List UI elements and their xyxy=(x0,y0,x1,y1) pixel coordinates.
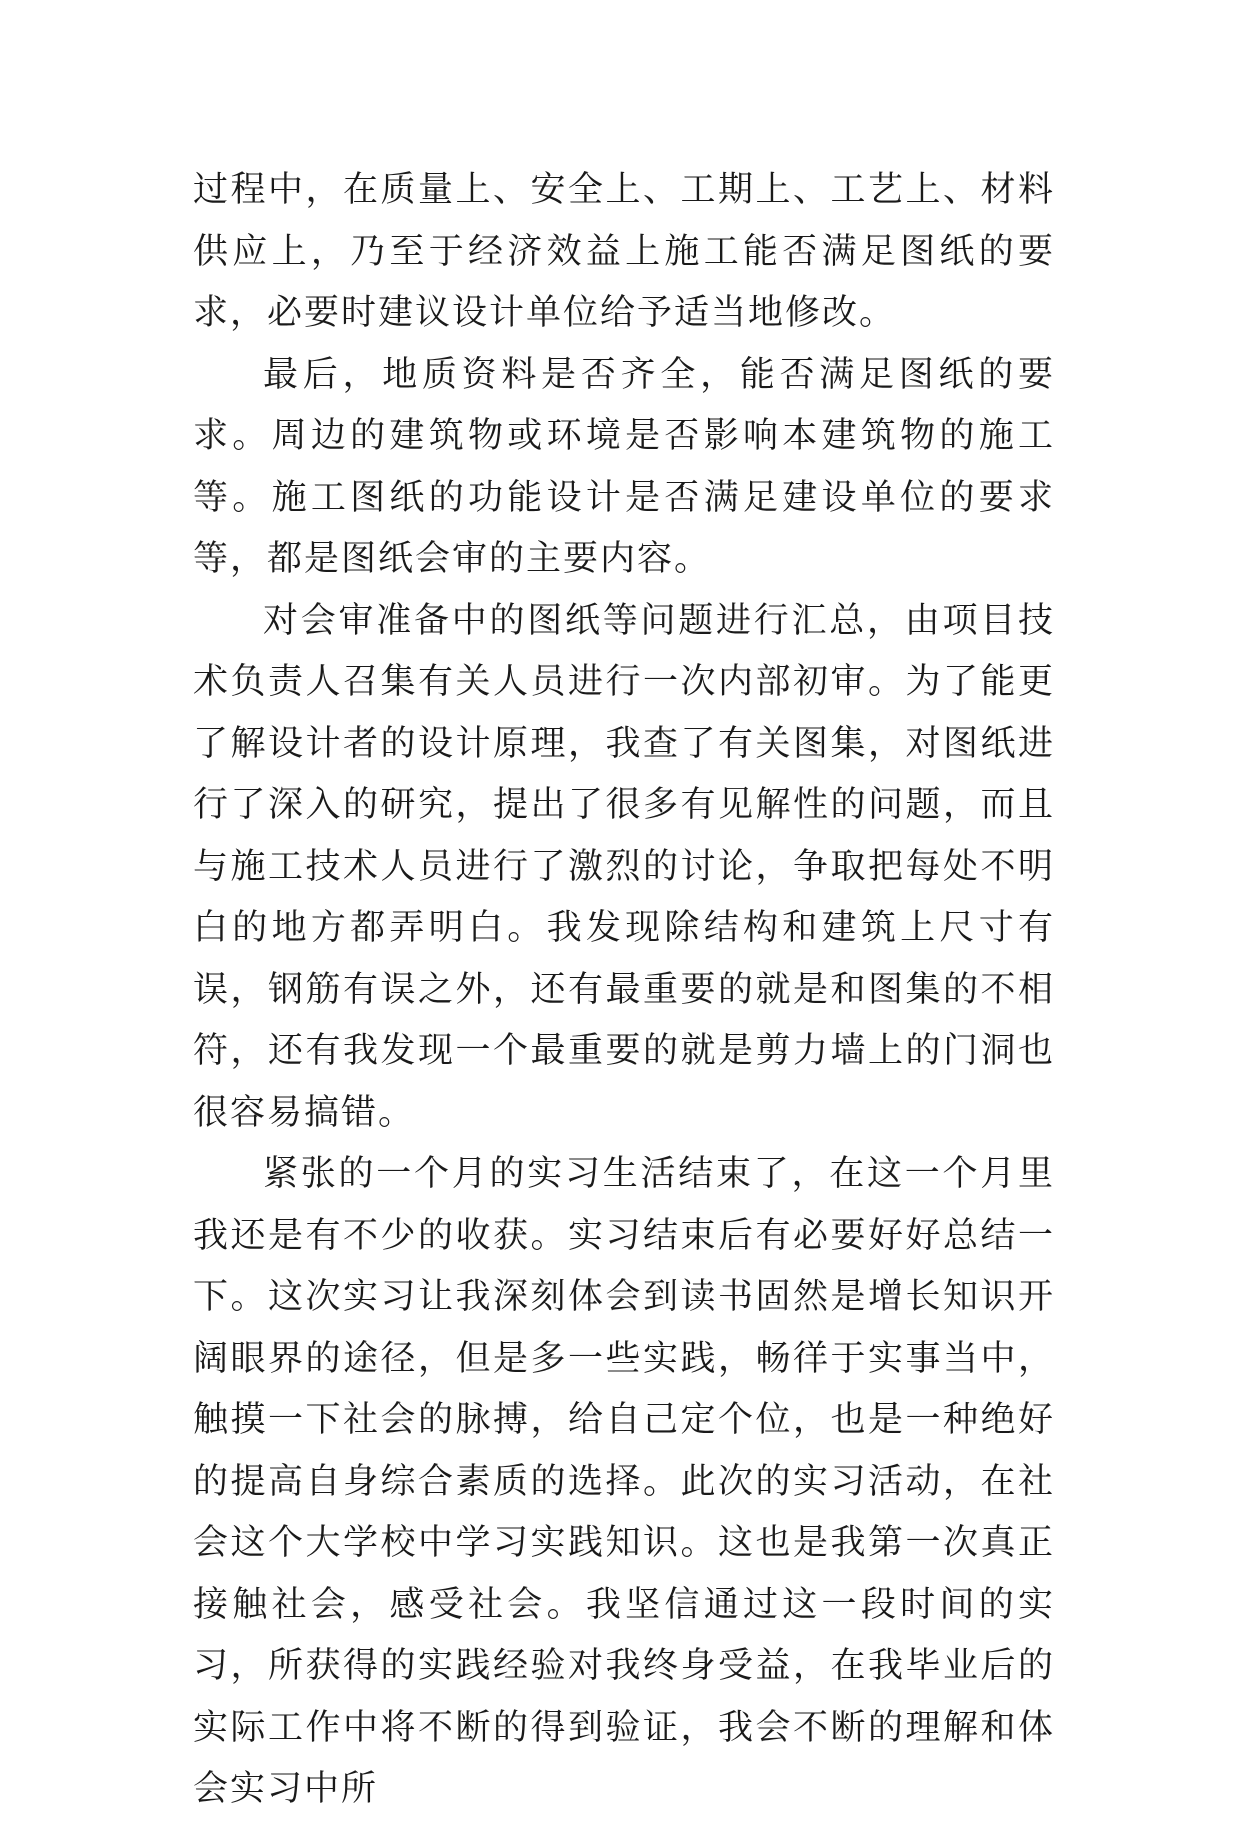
body-text xyxy=(193,160,1055,1821)
paragraph-1: 过程中，在质量上、安全上、工期上、工艺上、材料供应上，乃至于经济效益上施工能否满足图纸的要求，必要时建议设计单位给予适当地修改。 xyxy=(193,170,1055,333)
paragraph-3: 对会审准备中的图纸等问题进行汇总，由项目技术负责人召集有关人员进行一次内部初审。为了能更了解设计者的设计原理，我查了有关图集，对图纸进行了深入的研究，提出了很多有见解性的问题，而且与施工技术人员进行了激烈的讨论，争取把每处不明白的地方都弄明白。我发现除结构和建筑上尺寸有误，钢筋有误之外，还有最重要的就是和图集的不相符，还有我发现一个最重要的就是剪力墙上的门洞也很容易搞错。 xyxy=(193,600,1055,1133)
paragraph-2: 最后，地质资料是否齐全，能否满足图纸的要求。周边的建筑物或环境是否影响本建筑物的施工等。施工图纸的功能设计是否满足建设单位的要求等，都是图纸会审的主要内容。 xyxy=(193,354,1055,579)
paragraph-4: 紧张的一个月的实习生活结束了，在这一个月里我还是有不少的收获。实习结束后有必要好好总结一下。这次实习让我深刻体会到读书固然是增长知识开阔眼界的途径，但是多一些实践，畅徉于实事当中，触摸一下社会的脉搏，给自己定个位，也是一种绝好的提高自身综合素质的选择。此次的实习活动，在社会这个大学校中学习实践知识。这也是我第一次真正接触社会，感受社会。我坚信通过这一段时间的实习，所获得的实践经验对我终身受益，在我毕业后的实际工作中将不断的得到验证，我会不断的理解和体会实习中所 xyxy=(193,1154,1055,1809)
